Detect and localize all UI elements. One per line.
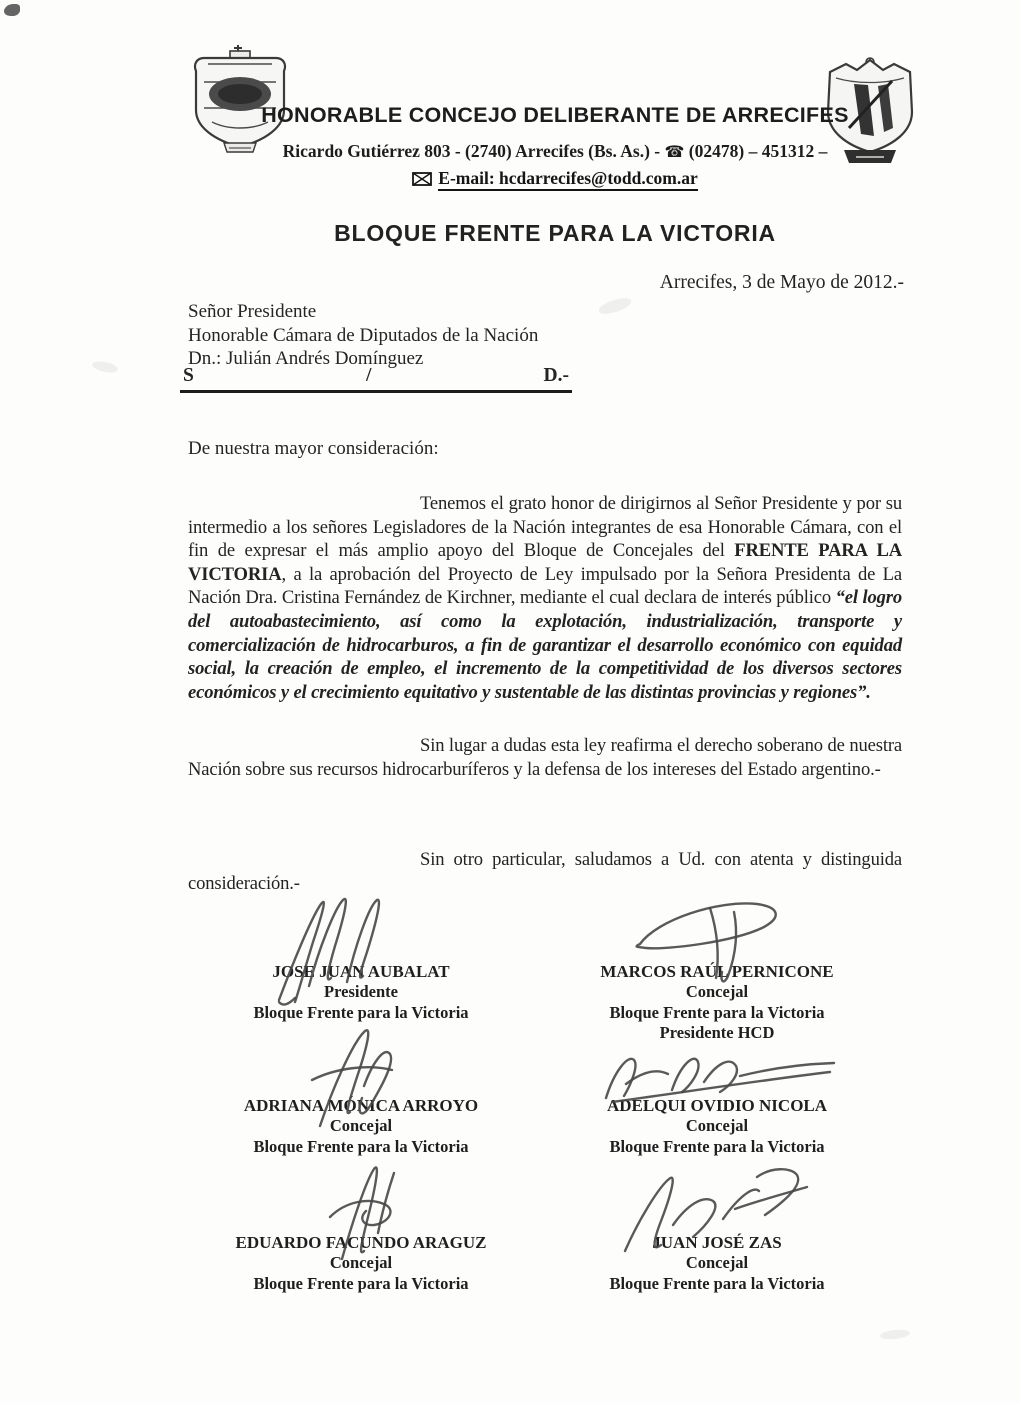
sd-slash: / xyxy=(365,365,372,386)
address-line xyxy=(100,141,1010,162)
paragraph-closing: Sin otro particular, saludamos a Ud. con atenta y distinguida consideración.- xyxy=(188,849,902,894)
scan-smudge xyxy=(880,1328,911,1340)
signatory-name: MARCOS RAÚL PERNICONE xyxy=(600,962,834,981)
signatory-role: Bloque Frente para la Victoria xyxy=(253,1136,469,1156)
signatory-role: Bloque Frente para la Victoria xyxy=(253,1002,469,1022)
paragraph-support xyxy=(188,492,902,704)
scan-speck xyxy=(4,4,20,16)
signature-block-nicola xyxy=(552,1096,882,1157)
signatory-role: Bloque Frente para la Victoria xyxy=(609,1136,825,1156)
org-name: HONORABLE CONCEJO DELIBERANTE DE ARRECIFES xyxy=(261,103,849,127)
signatory-role: Concejal xyxy=(329,1116,393,1135)
envelope-icon xyxy=(412,172,432,186)
address-text: Ricardo Gutiérrez 803 - (2740) Arrecifes (Bs. As.) - xyxy=(282,141,661,161)
signatory-role: Bloque Frente para la Victoria xyxy=(253,1273,469,1293)
recipient-block xyxy=(188,300,538,371)
signatory-role: Concejal xyxy=(685,1253,749,1272)
email-address: hcdarrecifes@todd.com.ar xyxy=(499,168,698,188)
salutation: De nuestra mayor consideración: xyxy=(188,438,439,459)
signature-block-arroyo xyxy=(196,1096,526,1157)
p1-bold-bloc-name: FRENTE PARA LA VICTORIA xyxy=(188,540,902,585)
recipient-line: Honorable Cámara de Diputados de la Nación xyxy=(188,324,539,346)
signature-block-pernicone xyxy=(552,962,882,1044)
signature-block-araguz xyxy=(196,1233,526,1294)
paragraph-sovereignty: Sin lugar a dudas esta ley reafirma el derecho soberano de nuestra Nación sobre sus recursos hidrocarburíferos y la defensa de los intereses del Estado argentino.- xyxy=(188,735,902,780)
scan-smudge xyxy=(597,295,633,317)
page-title: BLOQUE FRENTE PARA LA VICTORIA xyxy=(334,220,776,246)
signatory-name: ADRIANA MÓNICA ARROYO xyxy=(243,1096,479,1115)
phone-number: (02478) – 451312 – xyxy=(688,141,828,161)
s-slash-d-line xyxy=(180,365,572,393)
phone-icon: ☎ xyxy=(664,142,685,161)
signatory-role: Concejal xyxy=(329,1253,393,1272)
sd-left: S xyxy=(183,365,194,386)
email-line xyxy=(100,168,1010,189)
signatory-role: Bloque Frente para la Victoria xyxy=(609,1273,825,1293)
p1-text-start: Tenemos el grato honor de dirigirnos al Señor Presidente y por su intermedio a los señores Legisladores de la Nación integrantes de esa Honorable Cámara, con el fin de expresar el más amplio apoyo del Bloque de Concejales del xyxy=(188,493,902,562)
recipient-line: Señor Presidente xyxy=(188,301,317,322)
p1-law-quote: “el logro del autoabastecimiento, así como la explotación, industrialización, transporte y comercialización de hidrocarburos, a fin de garantizar el desarrollo económico con equidad social, la creación de empleo, el incremento de la competitividad de los diversos sectores económicos y el crecimiento equitativo y sustentable de las distintas provincias y regiones”. xyxy=(188,587,902,703)
scan-smudge xyxy=(91,359,119,374)
signature-block-zas xyxy=(552,1233,882,1294)
municipal-crest-left-icon xyxy=(188,44,292,154)
signatory-name: JOSE JUAN AUBALAT xyxy=(272,962,450,981)
signatory-role: Bloque Frente para la Victoria xyxy=(609,1002,825,1022)
recipient-line: Dn.: Julián Andrés Domínguez xyxy=(188,348,424,369)
sd-right: D.- xyxy=(543,365,569,386)
signatory-role: Concejal xyxy=(685,1116,749,1135)
signatory-role: Presidente HCD xyxy=(659,1023,775,1042)
signatory-role: Presidente xyxy=(324,982,398,1001)
p1-text-mid: , a la aprobación del Proyecto de Ley impulsado por la Señora Presidenta de La Nación Dra. Cristina Fernández de Kirchner, mediante el cual declara de interés público xyxy=(188,563,902,609)
signatory-name: ADELQUI OVIDIO NICOLA xyxy=(606,1096,828,1115)
signatory-role: Concejal xyxy=(685,982,749,1001)
signature-block-aubalat xyxy=(196,962,526,1023)
signatory-name: EDUARDO FACUNDO ARAGUZ xyxy=(235,1233,487,1252)
email-label: E-mail: xyxy=(438,168,495,188)
signatory-name: JUAN JOSÉ ZAS xyxy=(652,1233,782,1252)
date-line: Arrecifes, 3 de Mayo de 2012.- xyxy=(659,272,904,293)
